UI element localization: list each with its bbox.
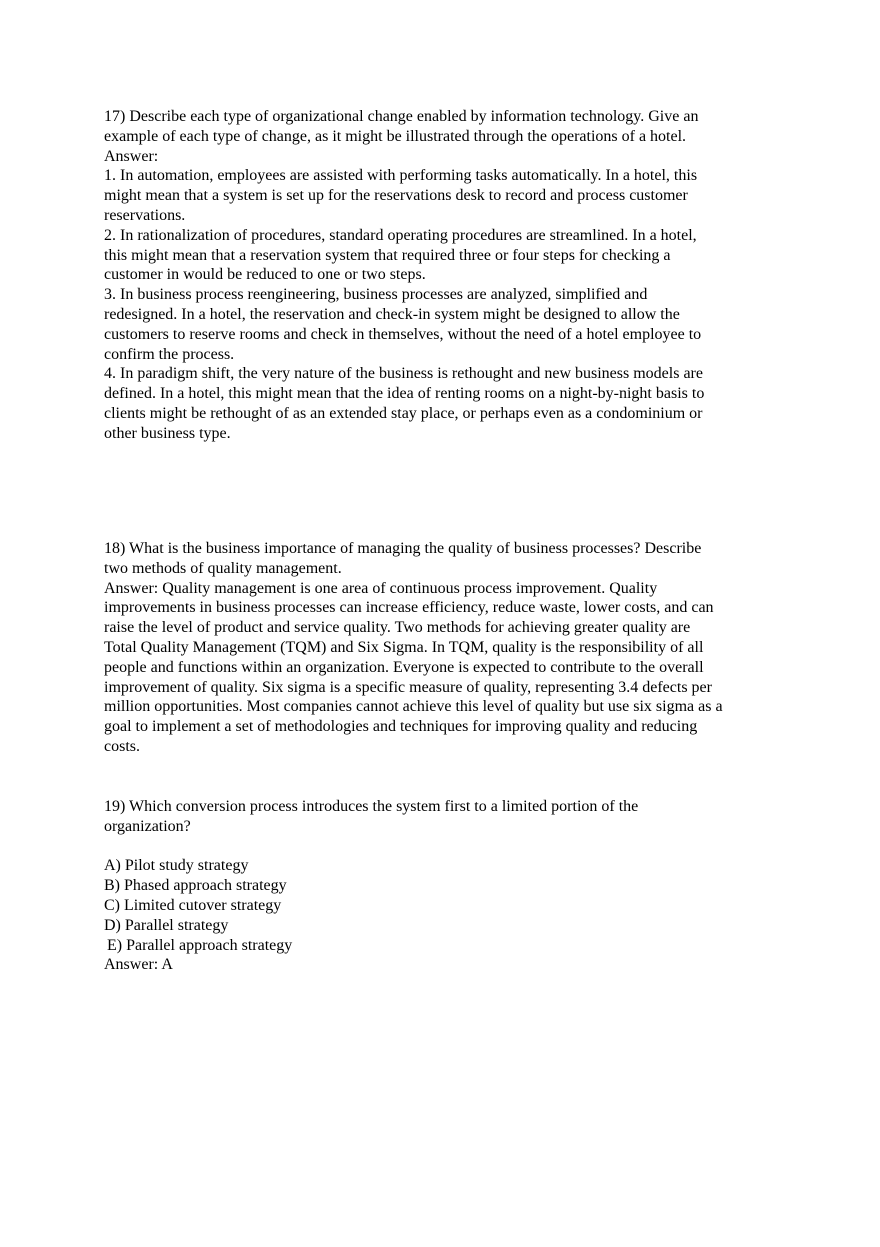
q17-line: 4. In paradigm shift, the very nature of the business is rethought and new business models are <box>104 365 703 383</box>
q17-line: customers to reserve rooms and check in themselves, without the need of a hotel employee to <box>104 325 702 343</box>
q19-question-line: organization? <box>104 817 191 835</box>
q18-answer-line: Answer: Quality management is one area of continuous process improvement. Quality <box>104 579 658 597</box>
q19-question-line: 19) Which conversion process introduces the system first to a limited portion of the <box>104 798 639 815</box>
q18-line: costs. <box>104 737 140 755</box>
q18-line: million opportunities. Most companies cannot achieve this level of quality but use six sigma as a <box>104 698 723 716</box>
q17-line: 17) Describe each type of organizational change enabled by information technology. Give an <box>104 108 699 125</box>
q18-line: two methods of quality management. <box>104 559 342 577</box>
q17-line: clients might be rethought of as an extended stay place, or perhaps even as a condominium or <box>104 404 703 422</box>
q19-option-d: D) Parallel strategy <box>104 916 229 934</box>
q19-option-a: A) Pilot study strategy <box>104 857 249 875</box>
q17-line: redesigned. In a hotel, the reservation and check-in system might be designed to allow the <box>104 305 680 323</box>
q17-line: customer in would be reduced to one or two steps. <box>104 266 426 284</box>
q17-line: reservations. <box>104 206 186 224</box>
q19-option-b: B) Phased approach strategy <box>104 877 287 895</box>
q18-line: improvement of quality. Six sigma is a specific measure of quality, representing 3.4 defects per <box>104 678 712 696</box>
q18-line: raise the level of product and service quality. Two methods for achieving greater quality are <box>104 619 691 637</box>
q17-line: 2. In rationalization of procedures, standard operating procedures are streamlined. In a hotel, <box>104 226 697 244</box>
q17-line: 3. In business process reengineering, business processes are analyzed, simplified and <box>104 286 648 304</box>
question-19 <box>104 797 784 975</box>
q19-option-c: C) Limited cutover strategy <box>104 896 282 914</box>
question-18 <box>104 539 784 757</box>
q18-line: 18) What is the business importance of managing the quality of business processes? Describe <box>104 540 702 557</box>
q17-answer-label: Answer: <box>104 147 159 165</box>
q18-line: goal to implement a set of methodologies and techniques for improving quality and reducing <box>104 718 698 736</box>
q17-line: example of each type of change, as it might be illustrated through the operations of a hotel. <box>104 127 687 145</box>
q17-line: this might mean that a reservation system that required three or four steps for checking a <box>104 246 671 264</box>
q18-line: Total Quality Management (TQM) and Six Sigma. In TQM, quality is the responsibility of all <box>104 638 704 656</box>
q19-answer: Answer: A <box>104 956 173 974</box>
q18-line: people and functions within an organization. Everyone is expected to contribute to the overall <box>104 658 704 676</box>
q17-line: defined. In a hotel, this might mean that the idea of renting rooms on a night-by-night basis to <box>104 385 705 403</box>
q17-line: 1. In automation, employees are assisted with performing tasks automatically. In a hotel, this <box>104 167 698 185</box>
q18-line: improvements in business processes can increase efficiency, reduce waste, lower costs, and can <box>104 599 714 617</box>
q17-line: might mean that a system is set up for the reservations desk to record and process customer <box>104 187 688 205</box>
question-17 <box>104 107 784 444</box>
q17-line: confirm the process. <box>104 345 235 363</box>
q17-line: other business type. <box>104 424 231 442</box>
spacer <box>104 837 784 857</box>
q19-option-e: E) Parallel approach strategy <box>107 936 293 954</box>
